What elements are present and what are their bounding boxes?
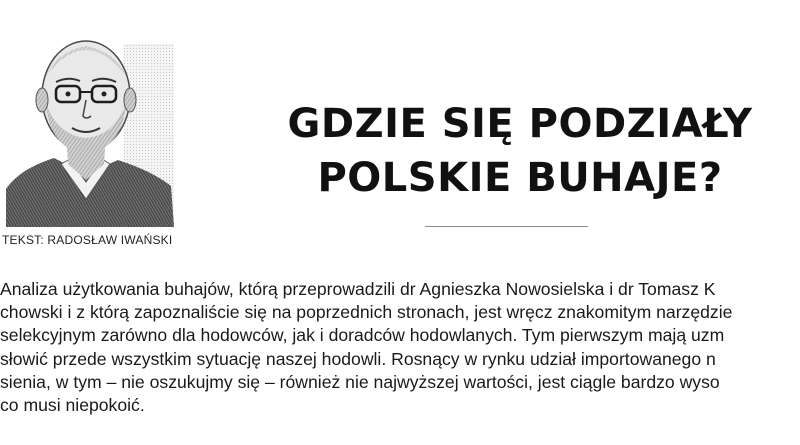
- body-line: sienia, w tym – nie oszukujmy się – również nie najwyższej wartości, jest ciągle bardzo wyso: [0, 371, 720, 392]
- body-line: selekcyjnym zarówno dla hodowców, jak i doradców hodowlanych. Tym pierwszym mają uzm: [0, 325, 725, 346]
- headline-divider: [425, 226, 588, 227]
- headline-line-2: POLSKIE BUHAJE?: [317, 155, 723, 201]
- body-line: co musi niepokoić.: [0, 395, 145, 416]
- author-portrait: [6, 14, 174, 227]
- article-body: [0, 278, 800, 417]
- article-headline: [230, 97, 800, 205]
- headline-line-1: GDZIE SIĘ PODZIAŁY: [287, 101, 753, 147]
- author-photo-image: [6, 14, 174, 227]
- body-line: chowski i z którą zapoznaliście się na poprzednich stronach, jest wręcz znakomitym narzędzie: [0, 302, 733, 323]
- byline: TEKST: RADOSŁAW IWAŃSKI: [2, 233, 173, 247]
- body-line: Analiza użytkowania buhajów, którą przeprowadzili dr Agnieszka Nowosielska i dr Tomasz K: [0, 279, 716, 299]
- body-line: słowić przede wszystkim sytuację naszej hodowli. Rosnący w rynku udział importowanego n: [0, 348, 716, 369]
